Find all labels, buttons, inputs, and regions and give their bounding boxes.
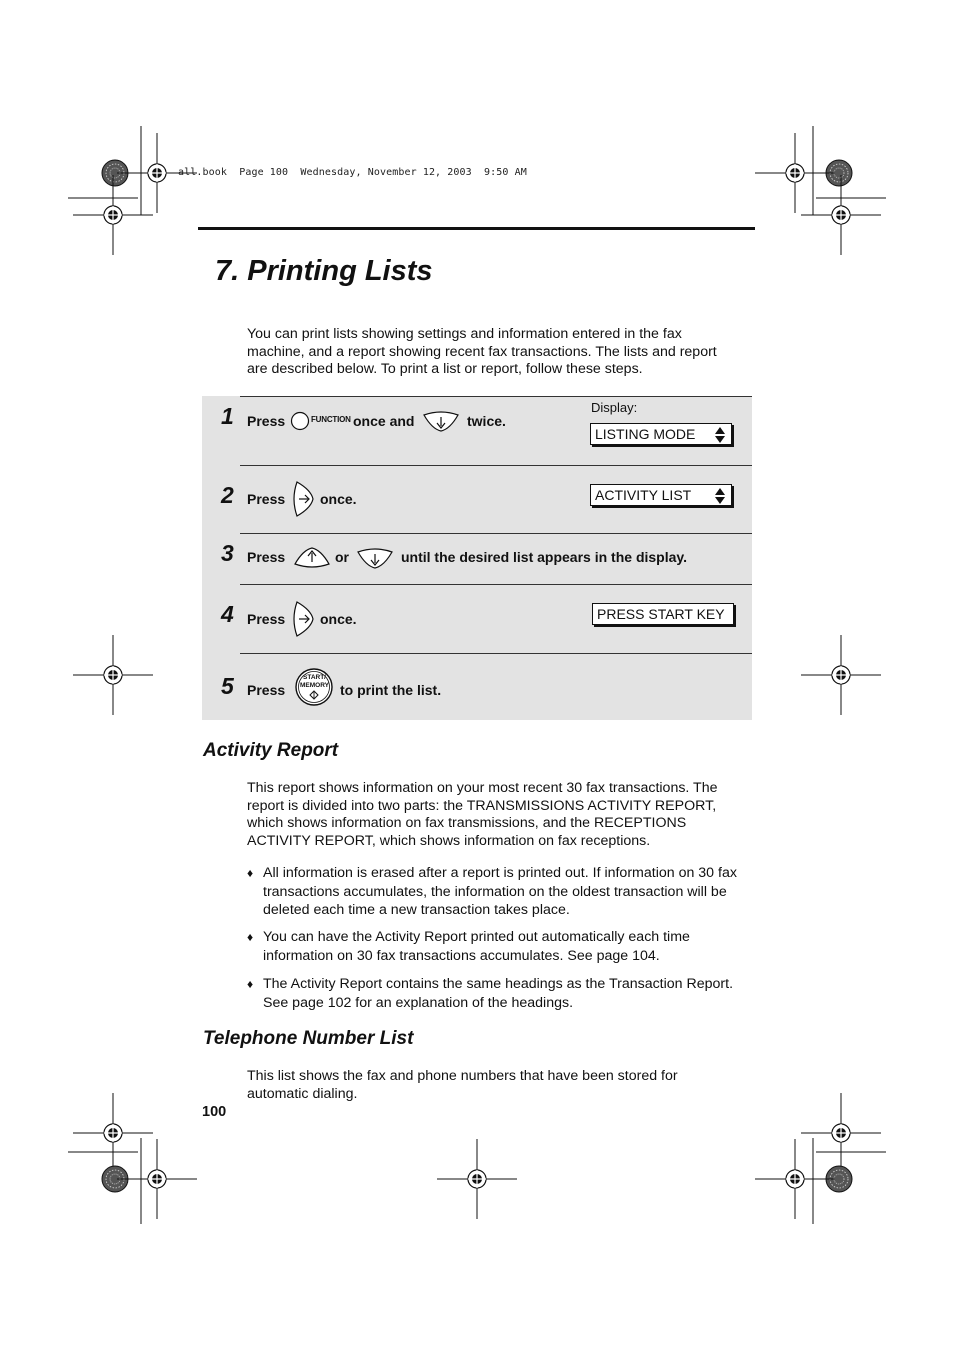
down-arrow-key-icon [356,547,394,569]
activity-report-heading: Activity Report [203,740,339,761]
function-key-label: FUNCTION [311,415,351,424]
bullet-text: All information is erased after a report is printed out. If information on 30 fax transactions accumulates, the information on the oldest transaction will be deleted each time a new transaction takes place. [263,865,737,918]
step-mid-text: or [335,549,349,565]
lcd-text: ACTIVITY LIST [595,487,692,503]
diamond-bullet-icon: ♦ [247,977,254,991]
function-key-icon [290,411,310,431]
step-divider [240,584,752,585]
step-number: 5 [221,673,234,699]
lcd-text: PRESS START KEY [597,606,725,622]
step-mid-text: once and [353,413,415,429]
step-end-text: until the desired list appears in the display. [401,549,688,565]
chapter-title: 7. Printing Lists [215,255,433,287]
telephone-list-heading: Telephone Number List [203,1028,414,1049]
step-number: 3 [221,540,234,566]
step-end-text: once. [320,611,357,627]
lcd-text: LISTING MODE [595,426,696,442]
lcd-display [590,484,732,506]
up-down-arrows-icon [713,426,727,444]
lcd-display [592,603,734,625]
bullet-text: The Activity Report contains the same headings as the Transaction Report. See page 102 for an explanation of the headings. [263,976,734,1011]
diamond-bullet-icon: ♦ [247,866,254,880]
step-divider [240,533,752,534]
start-key-label-top: START/ [303,674,326,681]
title-rule [198,227,755,230]
display-label: Display: [591,400,638,415]
intro-paragraph: You can print lists showing settings and information entered in the fax machine, and a report showing recent fax transactions. The lists and report are described below. To print a list or report, follow these steps. [247,326,717,377]
step-divider [240,653,752,654]
step-press-text: Press [247,413,286,429]
step-end-text: once. [320,491,357,507]
right-arrow-key-icon [292,480,314,518]
activity-report-paragraph: This report shows information on your most recent 30 fax transactions. The report is divided into two parts: the TRANSMISSIONS ACTIVITY REPORT, which shows information on fax transmissions, and the RECEPTIONS ACTIVITY REPORT, which shows information on fax receptions. [247,780,718,849]
page-number: 100 [202,1104,227,1120]
step-divider [240,396,752,397]
up-arrow-key-icon [293,547,331,569]
list-item [247,928,739,966]
book-file-header: all.book Page 100 Wednesday, November 12, 2003 9:50 AM [178,167,527,178]
step-press-text: Press [247,549,286,565]
step-end-text: to print the list. [340,682,442,698]
step-end-text: twice. [467,413,506,429]
step-number: 2 [221,482,234,508]
down-arrow-key-icon [422,410,460,432]
list-item [247,864,739,920]
start-key-label-bottom: MEMORY [300,682,330,689]
list-item [247,975,739,1013]
step-number: 1 [221,403,234,429]
step-number: 4 [221,601,234,627]
step-press-text: Press [247,682,286,698]
right-arrow-key-icon [292,600,314,638]
telephone-list-paragraph: This list shows the fax and phone numbers that have been stored for automatic dialing. [247,1068,678,1102]
step-divider [240,465,752,466]
up-down-arrows-icon [713,487,727,505]
step-press-text: Press [247,491,286,507]
bullet-text: You can have the Activity Report printed out automatically each time information on 30 fax transactions accumulates. See page 104. [263,929,690,964]
diamond-bullet-icon: ♦ [247,930,254,944]
step-press-text: Press [247,611,286,627]
lcd-display [590,423,732,445]
